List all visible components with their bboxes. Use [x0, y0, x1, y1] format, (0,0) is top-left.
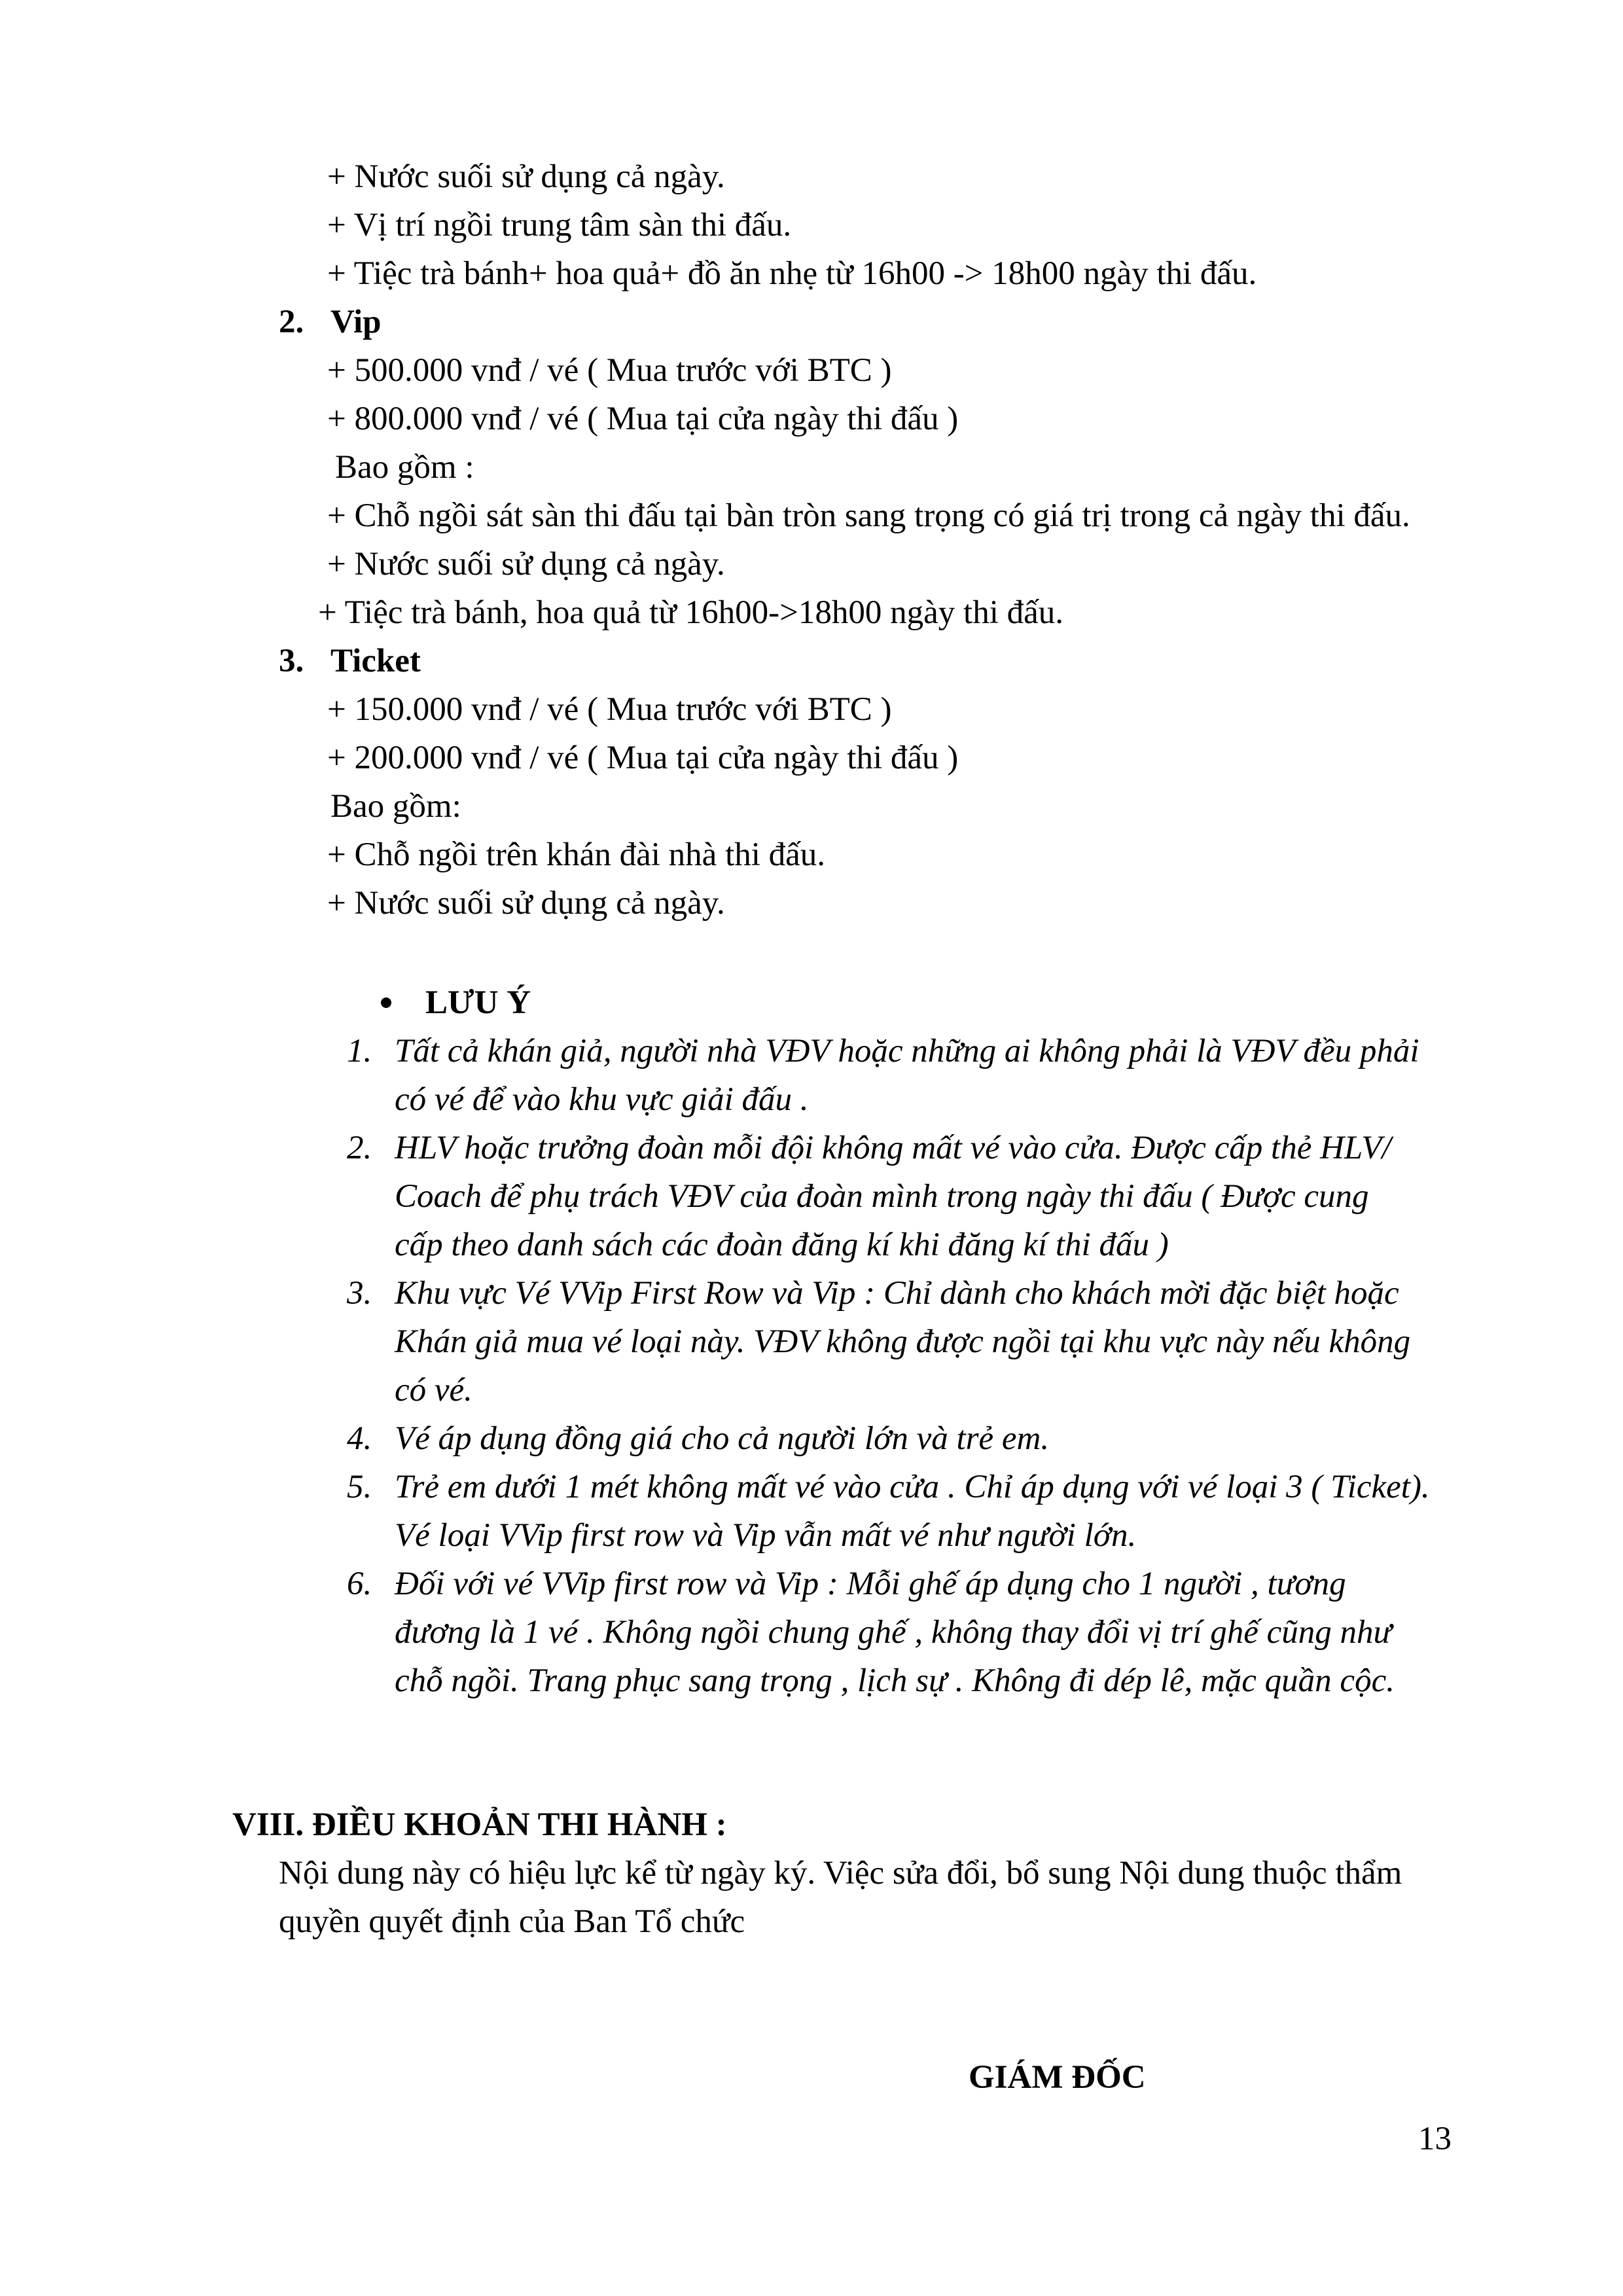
vvip-item: + Tiệc trà bánh+ hoa quả+ đồ ăn nhẹ từ 16h00 -> 18h00 ngày thi đấu.	[327, 255, 1257, 292]
page-number: 13	[1418, 2121, 1452, 2157]
note-line: Vé áp dụng đồng giá cho cả người lớn và trẻ em.	[395, 1420, 1050, 1457]
note-line: Tất cả khán giả, người nhà VĐV hoặc những ai không phải là VĐV đều phải	[395, 1033, 1419, 1069]
vvip-item: + Nước suối sử dụng cả ngày.	[327, 158, 725, 195]
ticket-number: 3.	[279, 643, 304, 679]
ticket-price: + 150.000 vnđ / vé ( Mua trước với BTC )	[327, 691, 892, 728]
note-line: Vé loại VVip first row và Vip vẫn mất vé như người lớn.	[395, 1517, 1137, 1554]
note-line: cấp theo danh sách các đoàn đăng kí khi đăng kí thi đấu )	[395, 1227, 1169, 1263]
ticket-item: + Chỗ ngồi trên khán đài nhà thi đấu.	[327, 836, 826, 873]
vip-item: + Nước suối sử dụng cả ngày.	[327, 546, 725, 583]
signature-title: GIÁM ĐỐC	[969, 2059, 1146, 2096]
ticket-price: + 200.000 vnđ / vé ( Mua tại cửa ngày thi đấu )	[327, 740, 959, 776]
vip-title: Vip	[330, 304, 382, 340]
section-heading: VIII. ĐIỀU KHOẢN THI HÀNH :	[232, 1806, 727, 1843]
vip-item: + Tiệc trà bánh, hoa quả từ 16h00->18h00 ngày thi đấu.	[318, 594, 1064, 631]
vip-item: + Chỗ ngồi sát sàn thi đấu tại bàn tròn sang trọng có giá trị trong cả ngày thi đấu.	[327, 497, 1410, 534]
note-number: 5.	[347, 1469, 372, 1505]
note-number: 4.	[347, 1420, 372, 1457]
note-line: Khán giả mua vé loại này. VĐV không được ngồi tại khu vực này nếu không	[395, 1323, 1411, 1360]
note-line: HLV hoặc trưởng đoàn mỗi đội không mất vé vào cửa. Được cấp thẻ HLV/	[395, 1130, 1391, 1166]
note-line: Coach để phụ trách VĐV của đoàn mình trong ngày thi đấu ( Được cung	[395, 1178, 1369, 1215]
vvip-item: + Vị trí ngồi trung tâm sàn thi đấu.	[327, 207, 792, 243]
note-line: có vé.	[395, 1372, 473, 1408]
bullet-icon	[381, 997, 391, 1008]
note-number: 1.	[347, 1033, 372, 1069]
ticket-includes-label: Bao gồm:	[330, 788, 461, 825]
vip-price: + 500.000 vnđ / vé ( Mua trước với BTC )	[327, 352, 892, 389]
note-number: 3.	[347, 1275, 372, 1312]
note-number: 2.	[347, 1130, 372, 1166]
section-line: quyền quyết định của Ban Tổ chức	[279, 1903, 745, 1940]
note-line: có vé để vào khu vực giải đấu .	[395, 1081, 809, 1118]
section-line: Nội dung này có hiệu lực kể từ ngày ký. Việc sửa đổi, bổ sung Nội dung thuộc thẩm	[279, 1855, 1402, 1892]
note-line: đương là 1 vé . Không ngồi chung ghế , không thay đổi vị trí ghế cũng như	[395, 1614, 1392, 1651]
note-line: chỗ ngồi. Trang phục sang trọng , lịch sự . Không đi dép lê, mặc quần cộc.	[395, 1662, 1395, 1699]
ticket-item: + Nước suối sử dụng cả ngày.	[327, 885, 725, 922]
vip-includes-label: Bao gồm :	[335, 449, 474, 486]
vip-price: + 800.000 vnđ / vé ( Mua tại cửa ngày thi đấu )	[327, 401, 959, 437]
ticket-title: Ticket	[330, 643, 421, 679]
note-line: Trẻ em dưới 1 mét không mất vé vào cửa . Chỉ áp dụng với vé loại 3 ( Ticket).	[395, 1469, 1430, 1505]
note-line: Khu vực Vé VVip First Row và Vip : Chỉ dành cho khách mời đặc biệt hoặc	[395, 1275, 1399, 1312]
note-number: 6.	[347, 1566, 372, 1602]
notes-heading: LƯU Ý	[425, 984, 531, 1021]
note-line: Đối với vé VVip first row và Vip : Mỗi ghế áp dụng cho 1 người , tương	[395, 1566, 1346, 1602]
vip-number: 2.	[279, 304, 304, 340]
